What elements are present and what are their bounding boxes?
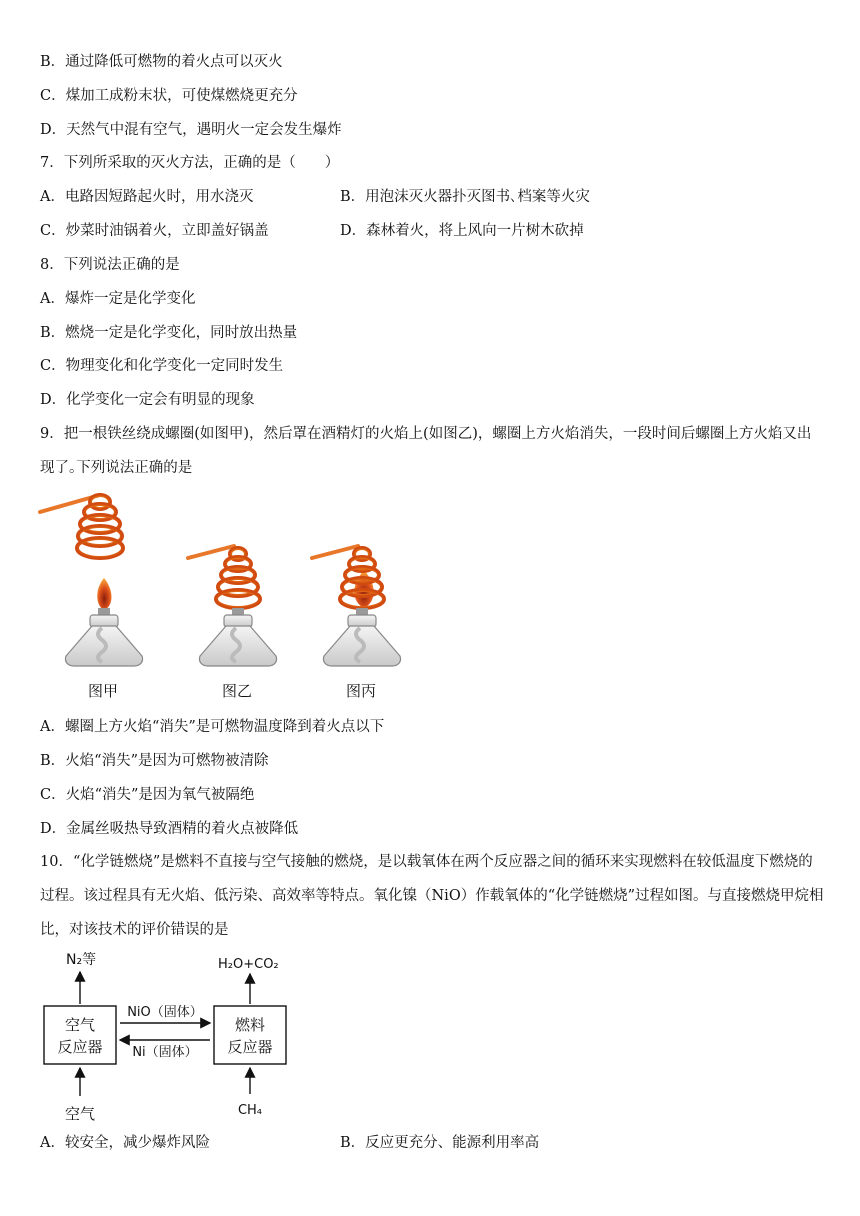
q9-figure	[38, 490, 418, 705]
q8-option-b: B．燃烧一定是化学变化，同时放出热量	[40, 325, 298, 341]
q7-option-d: D．森林着火，将上风向一片树木砍掉	[340, 223, 584, 239]
fig-label-jia: 图甲	[88, 682, 119, 700]
q7-option-a: A．电路因短路起火时，用水浇灭	[40, 189, 254, 205]
q6-option-c: C．煤加工成粉末状，可使煤燃烧更充分	[40, 88, 298, 104]
q7-stem: 7．下列所采取的灭火方法，正确的是（ ）	[40, 155, 340, 171]
q7-option-c: C．炒菜时油锅着火，立即盖好锅盖	[40, 223, 269, 239]
fig-yi	[188, 546, 277, 700]
coil-yi	[216, 548, 260, 608]
q9-option-b: B．火焰“消失”是因为可燃物被清除	[40, 753, 269, 769]
q9-stem: 9．把一根铁丝绕成螺圈(如图甲)，然后罩在酒精灯的火焰上(如图乙)，螺圈上方火焰消失，一段时间后螺圈上方火焰又出现了｡下列说法正确的是	[40, 426, 812, 476]
q9-option-c: C．火焰“消失”是因为氧气被隔绝	[40, 787, 255, 803]
q10-option-b: B．反应更充分、能源利用率高	[340, 1135, 540, 1151]
fuel-reactor-line2: 反应器	[227, 1038, 273, 1056]
lamp-bing	[323, 608, 400, 666]
fuel-reactor-line1: 燃料	[234, 1016, 266, 1034]
q10-diagram	[40, 946, 300, 1126]
q8-option-a: A．爆炸一定是化学变化	[40, 291, 196, 307]
lamp-jia	[65, 608, 142, 666]
label-products: H₂O+CO₂	[218, 957, 279, 972]
label-air: 空气	[64, 1105, 96, 1123]
q10-stem: 10．“化学链燃烧”是燃料不直接与空气接触的燃烧，是以载氧体在两个反应器之间的循环来实现燃料在较低温度下燃烧的过程。该过程具有无火焰、低污染、高效率等特点。氧化镍（NiO）作载氧体的“化学链燃烧”过程如图。与直接燃烧甲烷相比，对该技术的评价错误的是	[40, 854, 824, 938]
q8-option-c: C．物理变化和化学变化一定同时发生	[40, 358, 284, 374]
q6-option-d: D．天然气中混有空气，遇明火一定会发生爆炸	[40, 122, 342, 138]
flame-jia	[97, 578, 111, 610]
fig-label-yi: 图乙	[222, 682, 253, 700]
label-nio: NiO（固体）	[127, 1005, 203, 1020]
q6-option-b: B．通过降低可燃物的着火点可以灭火	[40, 54, 283, 70]
q8-option-d: D．化学变化一定会有明显的现象	[40, 392, 255, 408]
q9-option-d: D．金属丝吸热导致酒精的着火点被降低	[40, 821, 299, 837]
q9-option-a: A．螺圈上方火焰“消失”是可燃物温度降到着火点以下	[40, 719, 385, 735]
fig-label-bing: 图丙	[346, 682, 377, 700]
q10-option-a: A．较安全，减少爆炸风险	[40, 1135, 210, 1151]
coil-jia	[40, 495, 123, 558]
label-n2: N₂等	[66, 952, 97, 968]
lamp-yi	[199, 608, 276, 666]
q7-option-b: B．用泡沫灭火器扑灭图书､档案等火灾	[340, 189, 590, 205]
label-ch4: CH₄	[237, 1103, 263, 1118]
fig-jia	[40, 495, 143, 700]
q8-stem: 8．下列说法正确的是	[40, 257, 180, 273]
label-ni: Ni（固体）	[132, 1045, 198, 1060]
air-reactor-line1: 空气	[64, 1016, 96, 1034]
fig-bing	[312, 546, 401, 700]
air-reactor-line2: 反应器	[57, 1038, 103, 1056]
